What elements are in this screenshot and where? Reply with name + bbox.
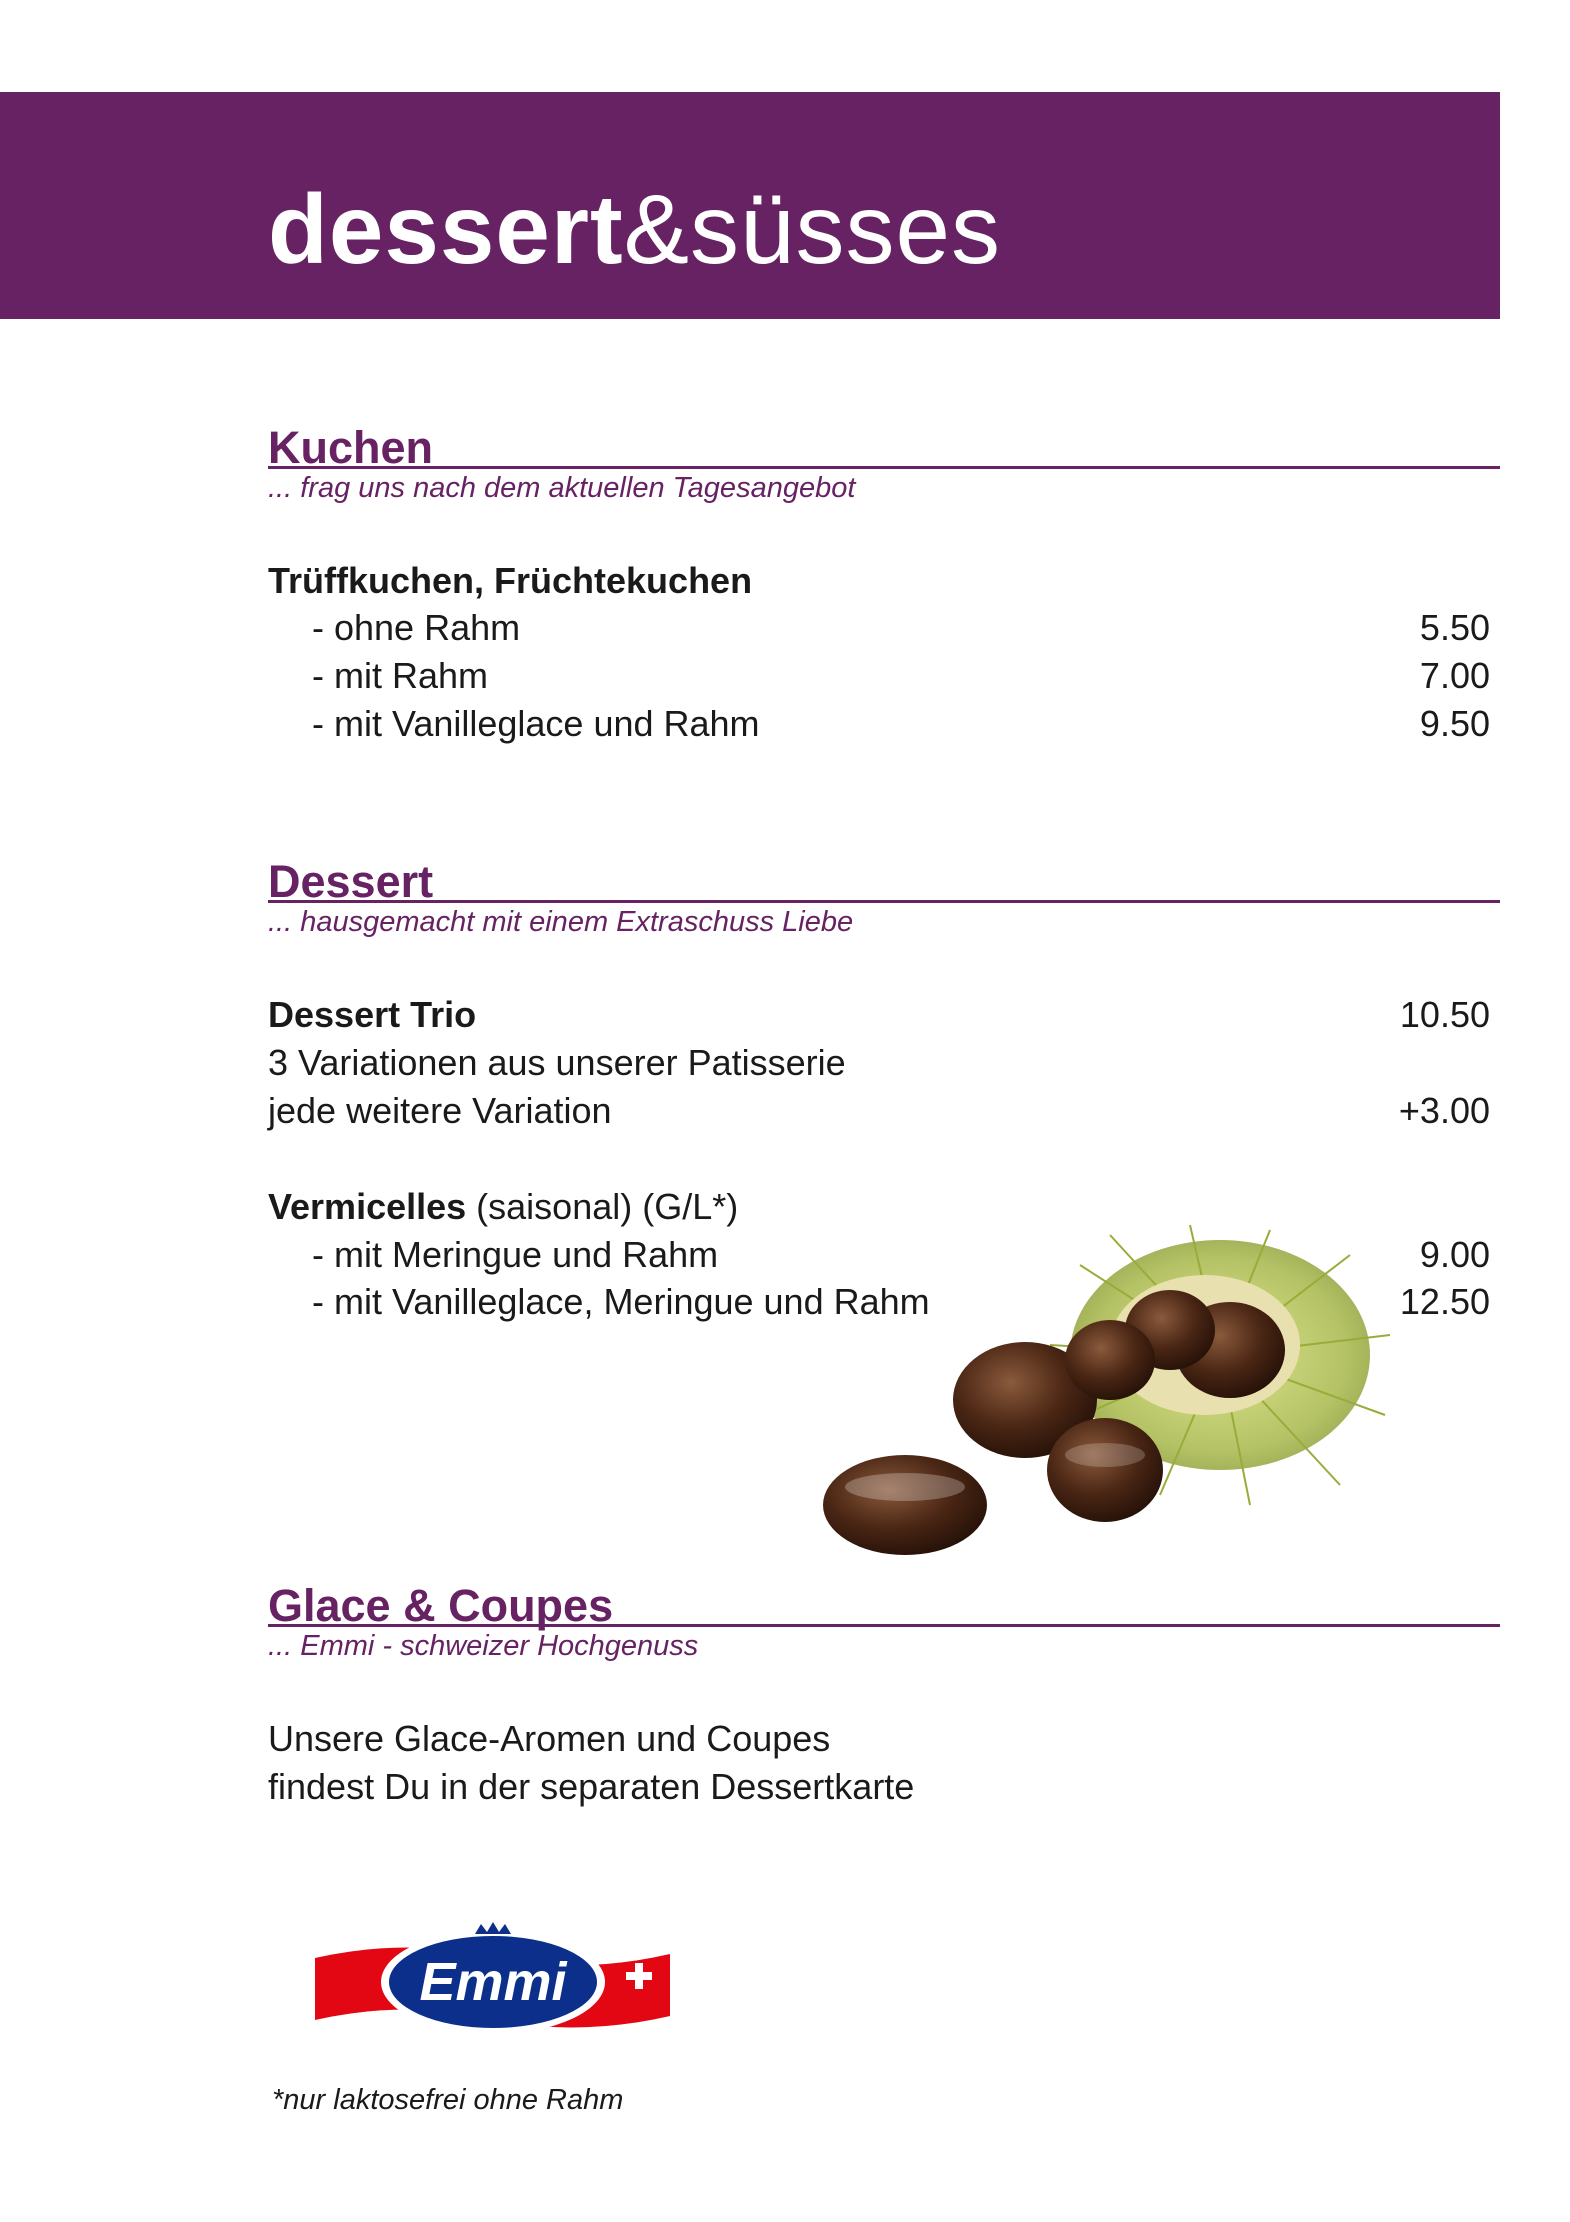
- menu-item-price: 5.50: [1419, 607, 1490, 648]
- footnote: *nur laktosefrei ohne Rahm: [272, 2084, 624, 2116]
- menu-item-label: - mit Meringue und Rahm: [312, 1234, 719, 1275]
- page-title-light: &süsses: [623, 174, 1002, 284]
- glace-heading: Glace & Coupes: [268, 1580, 614, 1631]
- menu-item-price: 9.00: [1419, 1234, 1490, 1275]
- vermicelles-title: Vermicelles: [268, 1186, 467, 1227]
- emmi-logo: [315, 1918, 670, 2046]
- dessert-trio-price: 10.50: [1399, 994, 1490, 1035]
- kuchen-item-title: Trüffkuchen, Früchtekuchen: [268, 560, 753, 601]
- dessert-trio-extra-price: +3.00: [1398, 1090, 1490, 1131]
- section-heading-dessert: [268, 844, 1500, 907]
- chestnut: [1047, 1418, 1163, 1522]
- section-heading-kuchen: [268, 410, 1500, 473]
- logo-text: Emmi: [419, 1952, 567, 2012]
- glace-subline: ... Emmi - schweizer Hochgenuss: [268, 1630, 699, 1662]
- dessert-trio-desc: 3 Variationen aus unserer Patisserie: [268, 1042, 846, 1083]
- page-title: [268, 174, 1002, 284]
- chestnut: [823, 1455, 987, 1555]
- menu-item-label: - mit Vanilleglace, Meringue und Rahm: [312, 1281, 930, 1322]
- section-heading-glace: [268, 1568, 1500, 1631]
- chestnut-illustration: [810, 1225, 1400, 1575]
- menu-item-price: 9.50: [1419, 703, 1490, 744]
- dessert-heading: Dessert: [268, 856, 434, 907]
- glace-text-line2: findest Du in der separaten Dessertkarte: [268, 1766, 915, 1807]
- page-title-bold: dessert: [268, 174, 624, 284]
- chestnut: [1065, 1320, 1155, 1400]
- menu-item-label: - mit Rahm: [312, 655, 489, 696]
- menu-item-price: 7.00: [1419, 655, 1490, 696]
- glace-text-line1: Unsere Glace-Aromen und Coupes: [268, 1718, 831, 1759]
- kuchen-heading: Kuchen: [268, 422, 434, 473]
- dessert-subline: ... hausgemacht mit einem Extraschuss Liebe: [268, 906, 854, 938]
- menu-item-label: - ohne Rahm: [312, 607, 521, 648]
- menu-item-label: - mit Vanilleglace und Rahm: [312, 703, 760, 744]
- vermicelles-title-wrap: [268, 1186, 739, 1227]
- dessert-trio-extra-label: jede weitere Variation: [268, 1090, 612, 1131]
- dessert-trio-title: Dessert Trio: [268, 994, 477, 1035]
- vermicelles-note: (saisonal) (G/L*): [466, 1186, 739, 1227]
- kuchen-subline: ... frag uns nach dem aktuellen Tagesangebot: [268, 472, 856, 504]
- menu-item-price: 12.50: [1399, 1281, 1490, 1322]
